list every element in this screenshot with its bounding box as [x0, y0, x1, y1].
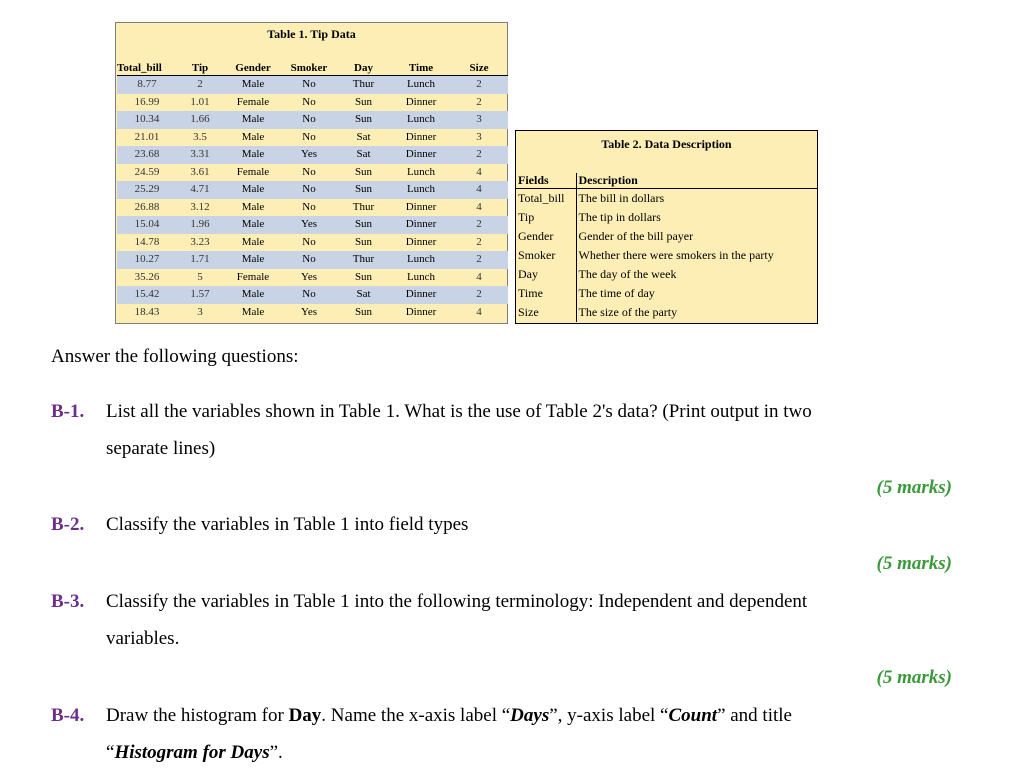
table1-cell: 4.71: [177, 181, 223, 199]
table1-header-cell: Size: [450, 61, 508, 76]
table1-cell: Dinner: [405, 95, 437, 108]
table1-cell: 3: [450, 111, 508, 129]
table1-cell: Male: [223, 111, 283, 129]
table1-cell: 1.96: [177, 216, 223, 234]
table1-cell: 3.61: [190, 165, 210, 178]
table2-row: [516, 265, 817, 284]
question-b3-marks: (5 marks): [876, 667, 952, 688]
table1-cell: 2: [450, 146, 508, 164]
table2-field-cell: Time: [516, 284, 576, 303]
table1-cell: 1.66: [177, 111, 223, 129]
table1-header-cell: Total_bill: [117, 61, 177, 76]
table1-cell: 5: [197, 270, 203, 283]
table1-cell: Sun: [335, 111, 392, 129]
table1-header-cell: Tip: [177, 61, 223, 76]
table1-header-cell: Day: [335, 61, 392, 76]
table1-header-row: [117, 61, 508, 76]
table1-row: [117, 216, 508, 234]
table1-cell: Dinner: [405, 235, 437, 248]
table1-cell: 8.77: [117, 76, 177, 94]
question-b2-marks: (5 marks): [876, 553, 952, 574]
table1-cell: Female: [236, 270, 270, 283]
table2-field-cell: Day: [516, 265, 576, 284]
table1-cell: No: [283, 76, 335, 94]
table1-row: [117, 94, 508, 112]
table1-cell: No: [302, 130, 316, 143]
table1-cell: 15.42: [117, 286, 177, 304]
table1-cell: Male: [223, 216, 283, 234]
table1-row: [117, 251, 508, 269]
table1-row: [117, 146, 508, 164]
table2-header-row: [516, 173, 817, 189]
table1-cell: Dinner: [405, 305, 437, 318]
table1-row: [117, 76, 508, 94]
table1-cell: 3.5: [193, 130, 207, 143]
table1-caption: Table 1. Tip Data: [267, 27, 356, 41]
table1-cell: Female: [236, 95, 270, 108]
intro-text: Answer the following questions:: [51, 346, 299, 367]
table1-cell: Sat: [356, 130, 371, 143]
table2-row: [516, 246, 817, 265]
table1-cell: 15.04: [117, 216, 177, 234]
table2-description-cell: The day of the week: [578, 267, 677, 281]
b4-text-4: ” and title: [717, 705, 792, 726]
question-b1-line2: separate lines): [106, 438, 216, 459]
table1-cell: Thur: [335, 251, 392, 269]
question-b3-line2: variables.: [106, 628, 180, 649]
table1-cell: 26.88: [134, 200, 160, 213]
table1-cell: Sun: [354, 95, 373, 108]
b4-title-label: Histogram for Days: [114, 742, 270, 763]
b4-days-label: Days: [510, 705, 550, 726]
table1-cell: No: [283, 251, 335, 269]
table2-description-cell: Whether there were smokers in the party: [578, 248, 774, 262]
table1-cell: No: [283, 181, 335, 199]
table2-row: [516, 189, 817, 209]
table1-panel: [115, 22, 508, 324]
table1-cell: Dinner: [405, 200, 437, 213]
b4-text-1: Draw the histogram for: [106, 705, 289, 726]
table1-cell: Yes: [283, 216, 335, 234]
table1-cell: Thur: [352, 200, 375, 213]
table1-cell: 2: [450, 286, 508, 304]
question-b1-number: B-1.: [51, 401, 85, 422]
table2-panel: [515, 130, 818, 324]
table1-cell: No: [302, 235, 316, 248]
table1-cell: 24.59: [134, 165, 160, 178]
table1-cell: 16.99: [134, 95, 160, 108]
table1-cell: 3.31: [177, 146, 223, 164]
table1-cell: 3.23: [190, 235, 210, 248]
table2-row: [516, 227, 817, 246]
question-b3-line1: Classify the variables in Table 1 into the following terminology: Independent and dependent: [106, 591, 808, 612]
table1-cell: 23.68: [117, 146, 177, 164]
table1-cell: Male: [223, 146, 283, 164]
table1-cell: Sat: [335, 146, 392, 164]
table1-row: [117, 129, 508, 147]
table1-row: [117, 286, 508, 304]
question-b1-marks: (5 marks): [876, 477, 952, 498]
table1-cell: Sun: [354, 235, 373, 248]
table2-row: [516, 303, 817, 322]
table1-cell: Male: [223, 286, 283, 304]
table1-cell: Dinner: [392, 216, 450, 234]
b4-close-quote: ”.: [269, 742, 283, 763]
table1-cell: Lunch: [392, 76, 450, 94]
table2-field-cell: Total_bill: [516, 189, 576, 209]
table1-cell: Male: [241, 235, 265, 248]
table1-cell: 4: [476, 270, 482, 283]
table1-cell: No: [302, 165, 316, 178]
table1-row: [117, 199, 508, 217]
table1-cell: 4: [450, 181, 508, 199]
table1-cell: Lunch: [392, 111, 450, 129]
table1-cell: 4: [476, 165, 482, 178]
table1-cell: 10.27: [117, 251, 177, 269]
table2-field-cell: Size: [516, 303, 576, 322]
table1-cell: 14.78: [134, 235, 160, 248]
table1-cell: Male: [241, 130, 265, 143]
table2-description-cell: The time of day: [578, 286, 655, 300]
table1-cell: 4: [476, 305, 482, 318]
table1-cell: 1.01: [190, 95, 210, 108]
table1-cell: Sun: [335, 181, 392, 199]
table2-header-cell: Fields: [516, 173, 576, 189]
table1-row: [117, 181, 508, 199]
table1-cell: Lunch: [392, 181, 450, 199]
question-b4-line2: [106, 742, 283, 764]
table2-description-cell: The bill in dollars: [578, 191, 665, 205]
table1-cell: 2: [476, 95, 482, 108]
table2-row: [516, 208, 817, 227]
table2-description-cell: The size of the party: [578, 305, 678, 319]
data-description-table: [516, 173, 817, 322]
b4-day-bold: Day: [288, 705, 322, 726]
table1-cell: Thur: [335, 76, 392, 94]
table1-cell: Yes: [300, 270, 317, 283]
table1-cell: Lunch: [392, 251, 450, 269]
table1-cell: No: [302, 200, 316, 213]
table1-row: [117, 269, 508, 287]
b4-open-quote: “: [106, 742, 115, 763]
table1-cell: Male: [241, 305, 265, 318]
table1-cell: 3: [476, 130, 482, 143]
table2-field-cell: Gender: [516, 227, 576, 246]
table1-cell: Male: [223, 251, 283, 269]
table1-cell: Sun: [354, 165, 373, 178]
table1-row: [117, 111, 508, 129]
table1-cell: Male: [223, 181, 283, 199]
table1-cell: Yes: [300, 305, 317, 318]
table2-field-cell: Tip: [516, 208, 576, 227]
table1-cell: Lunch: [406, 165, 436, 178]
table1-cell: Yes: [283, 146, 335, 164]
table1-cell: 2: [450, 251, 508, 269]
table1-cell: Sun: [335, 216, 392, 234]
table1-cell: Dinner: [405, 130, 437, 143]
table1-cell: Dinner: [392, 146, 450, 164]
b4-text-2: . Name the x-axis label “: [321, 705, 511, 726]
table1-cell: 18.43: [134, 305, 160, 318]
question-b2-number: B-2.: [51, 514, 85, 535]
table1-cell: 4: [476, 200, 482, 213]
table1-cell: 2: [476, 235, 482, 248]
table1-cell: 1.57: [177, 286, 223, 304]
question-b3-number: B-3.: [51, 591, 85, 612]
table1-cell: Dinner: [392, 286, 450, 304]
table1-cell: 25.29: [117, 181, 177, 199]
table1-header-cell: Time: [392, 61, 450, 76]
b4-text-3: ”, y-axis label “: [549, 705, 669, 726]
question-b4-line1: [106, 705, 792, 727]
question-b2-line1: Classify the variables in Table 1 into field types: [106, 514, 469, 535]
table1-header-cell: Smoker: [283, 61, 335, 76]
table1-cell: Male: [241, 200, 265, 213]
table1-cell: Lunch: [406, 270, 436, 283]
table2-caption: Table 2. Data Description: [601, 137, 732, 151]
table1-cell: Sun: [354, 270, 373, 283]
table1-header-cell: Gender: [223, 61, 283, 76]
table1-cell: 21.01: [134, 130, 160, 143]
table1-cell: No: [283, 286, 335, 304]
table1-cell: 3.12: [190, 200, 210, 213]
table1-cell: Sun: [354, 305, 373, 318]
table1-row: [117, 234, 508, 252]
table2-header-cell: Description: [576, 173, 817, 189]
table2-field-cell: Smoker: [516, 246, 576, 265]
table1-cell: Sat: [335, 286, 392, 304]
table1-cell: No: [302, 95, 316, 108]
table1-cell: 3: [197, 305, 203, 318]
question-b1-line1: List all the variables shown in Table 1. What is the use of Table 2's data? (Print output in two: [106, 401, 812, 422]
table1-row: [117, 304, 508, 322]
table1-cell: 35.26: [134, 270, 160, 283]
table1-row: [117, 164, 508, 182]
table2-row: [516, 284, 817, 303]
tip-data-table: [117, 61, 508, 321]
table1-cell: No: [283, 111, 335, 129]
table1-cell: 2: [450, 76, 508, 94]
table2-description-cell: Gender of the bill payer: [578, 229, 694, 243]
table1-cell: Female: [236, 165, 270, 178]
table2-description-cell: The tip in dollars: [578, 210, 661, 224]
question-b4-number: B-4.: [51, 705, 85, 726]
table1-cell: 2: [450, 216, 508, 234]
table1-cell: Male: [223, 76, 283, 94]
table1-cell: 1.71: [177, 251, 223, 269]
table1-cell: 10.34: [117, 111, 177, 129]
b4-count-label: Count: [668, 705, 718, 726]
table1-cell: 2: [177, 76, 223, 94]
